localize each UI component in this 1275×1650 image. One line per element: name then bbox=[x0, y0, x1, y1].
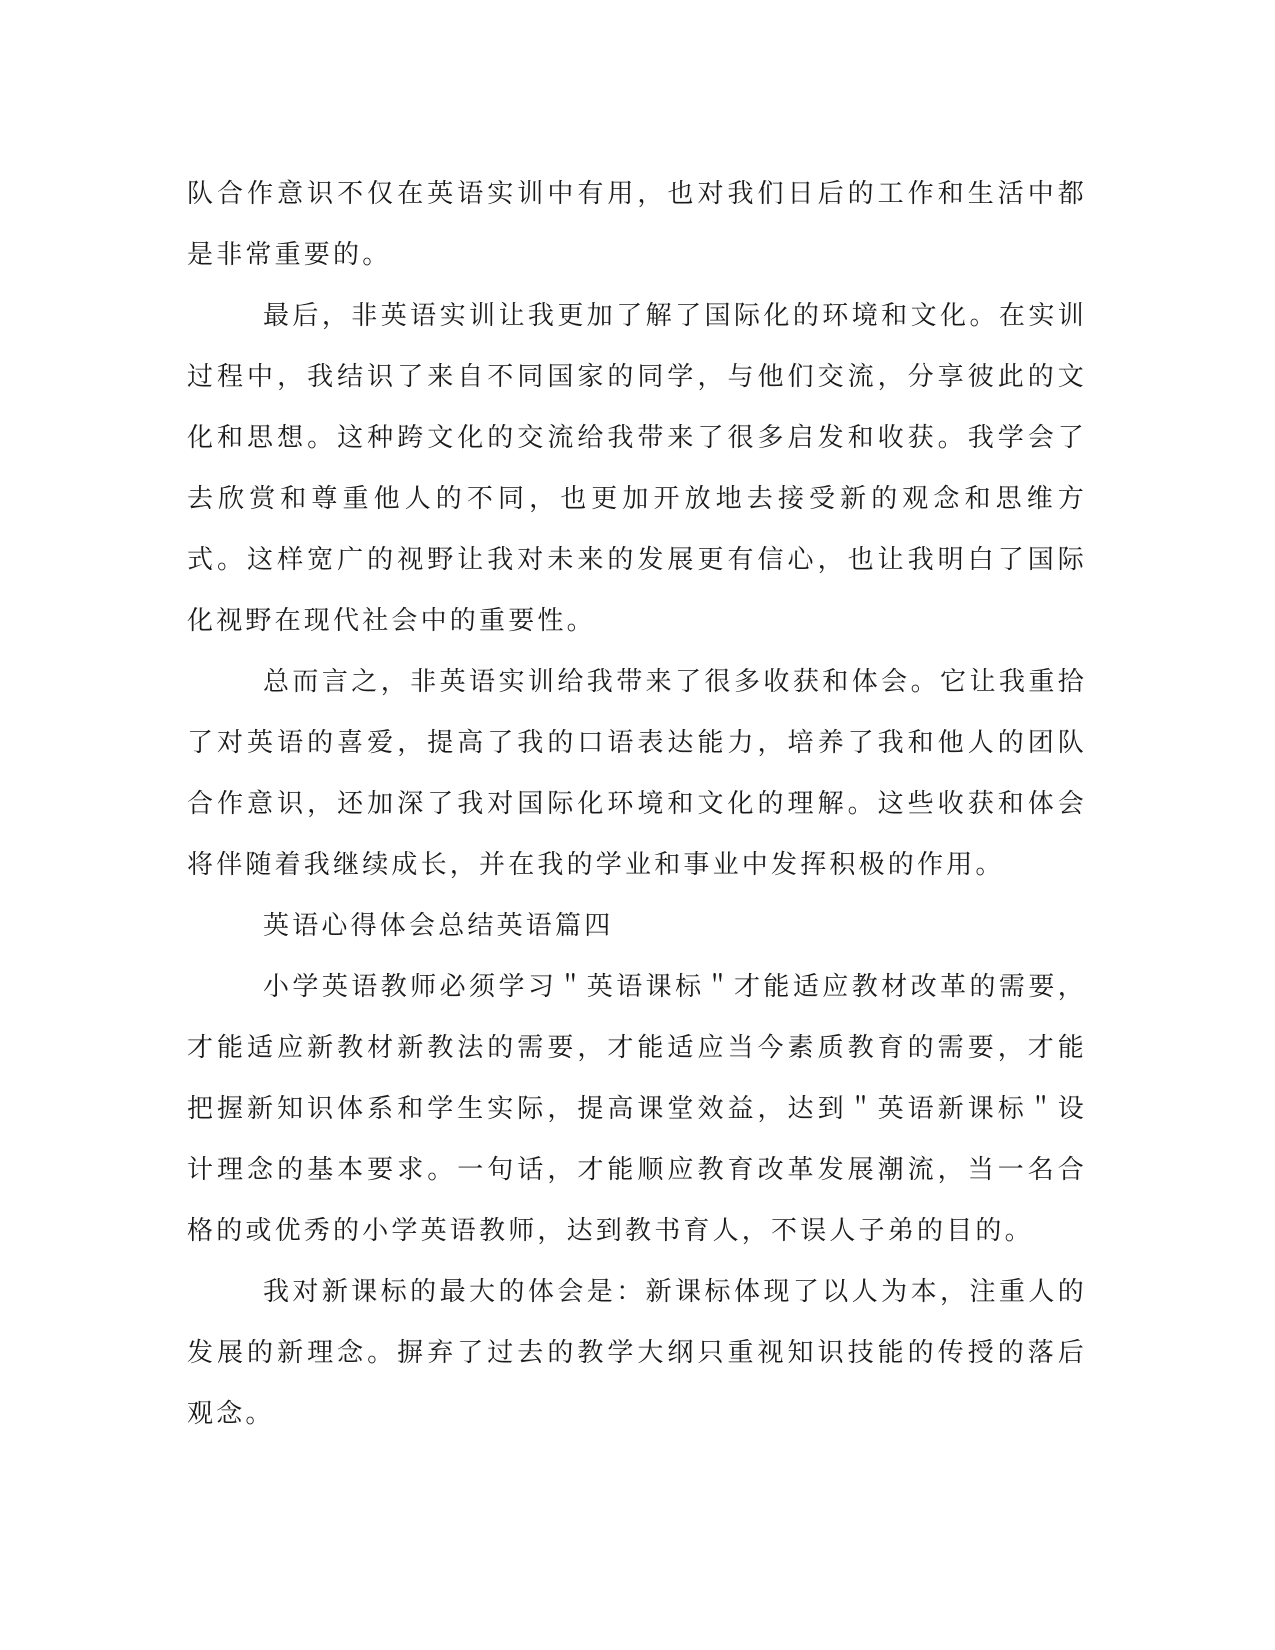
paragraph-3: 总而言之，非英语实训给我带来了很多收获和体会。它让我重拾了对英语的喜爱，提高了我的口语表达能力，培养了我和他人的团队合作意识，还加深了我对国际化环境和文化的理解。这些收获和体会将伴随着我继续成长，并在我的学业和事业中发挥积极的作用。 bbox=[187, 667, 1087, 880]
document-body bbox=[187, 164, 1087, 1445]
paragraph-4: 小学英语教师必须学习＂英语课标＂才能适应教材改革的需要，才能适应新教材新教法的需要，才能适应当今素质教育的需要，才能把握新知识体系和学生实际，提高课堂效益，达到＂英语新课标＂设计理念的基本要求。一句话，才能顺应教育改革发展潮流，当一名合格的或优秀的小学英语教师，达到教书育人，不误人子弟的目的。 bbox=[187, 972, 1087, 1246]
paragraph-1: 队合作意识不仅在英语实训中有用，也对我们日后的工作和生活中都是非常重要的。 bbox=[187, 179, 1087, 270]
paragraph-5: 我对新课标的最大的体会是：新课标体现了以人为本，注重人的发展的新理念。摒弃了过去的教学大纲只重视知识技能的传授的落后观念。 bbox=[187, 1277, 1087, 1429]
paragraph-2: 最后，非英语实训让我更加了解了国际化的环境和文化。在实训过程中，我结识了来自不同国家的同学，与他们交流，分享彼此的文化和思想。这种跨文化的交流给我带来了很多启发和收获。我学会了去欣赏和尊重他人的不同，也更加开放地去接受新的观念和思维方式。这样宽广的视野让我对未来的发展更有信心，也让我明白了国际化视野在现代社会中的重要性。 bbox=[187, 301, 1087, 636]
section-heading: 英语心得体会总结英语篇四 bbox=[263, 911, 614, 941]
